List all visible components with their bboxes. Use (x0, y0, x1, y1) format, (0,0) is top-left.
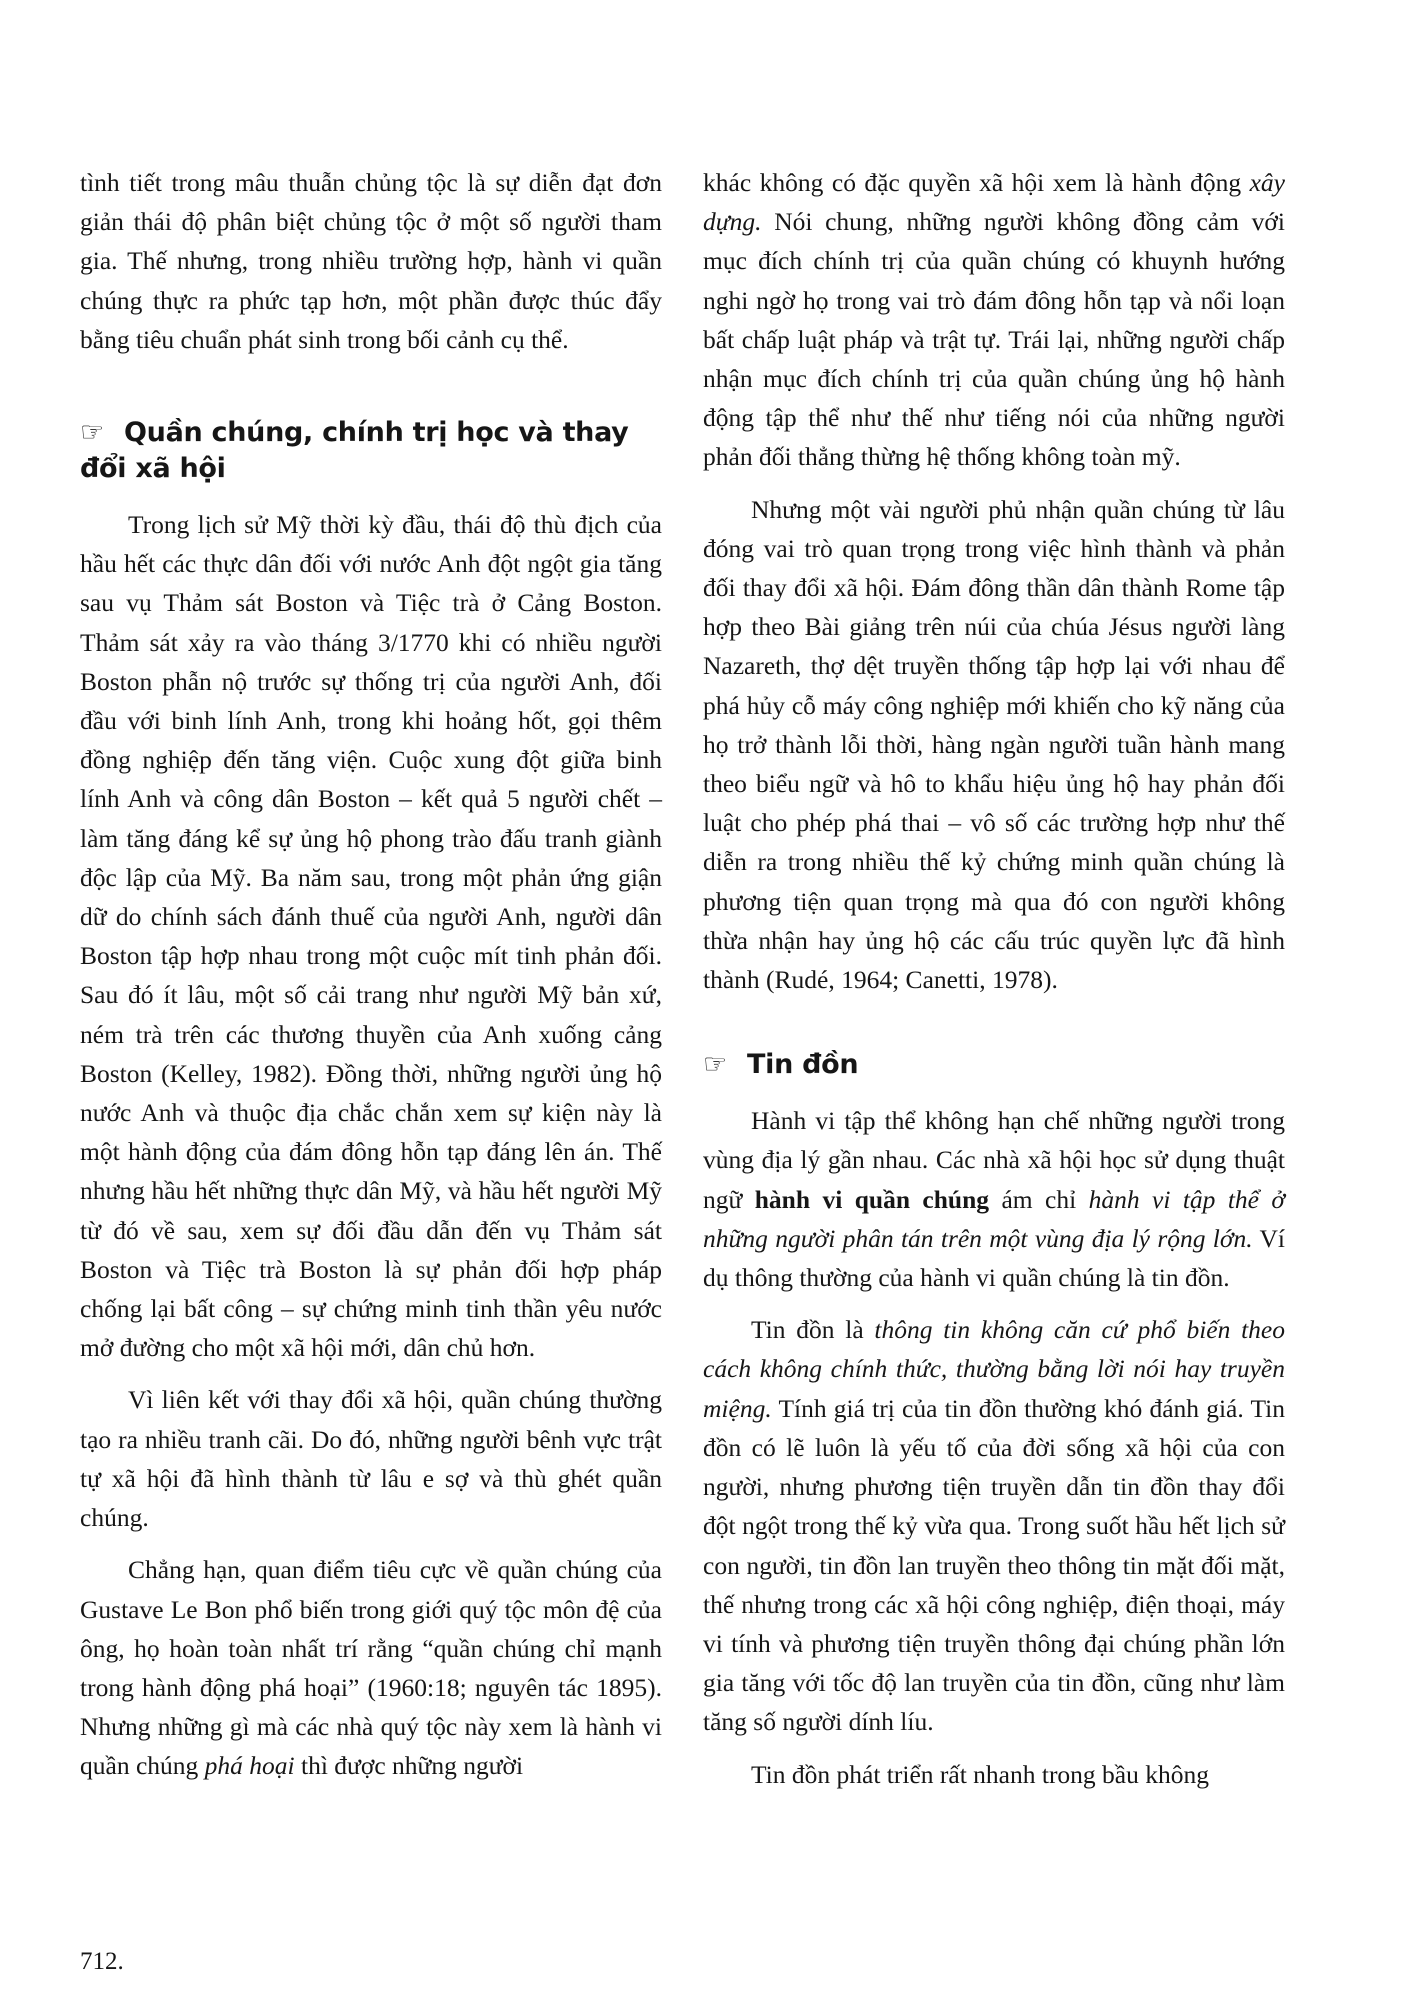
text-run: Tính giá trị của tin đồn thường khó đánh giá. Tin đồn có lẽ luôn là yếu tố của đời sống xã hội của con người, nhưng phương tiện truyền dẫn tin đồn thay đổi đột ngột trong thế kỷ vừa qua. Trong suốt hầu hết lịch sử con người, tin đồn lan truyền theo thông tin mặt đối mặt, thế nhưng trong các xã hội công nghiệp, điện thoại, máy vi tính và phương tiện truyền thông đại chúng phần lớn gia tăng với tốc độ lan truyền của tin đồn, cũng như làm tăng số người dính líu. (703, 1393, 1285, 1737)
paragraph (703, 1101, 1285, 1297)
text-run: Ví dụ thông thường của hành vi quần chúng là tin đồn. (703, 1223, 1285, 1293)
text-run: ám chỉ (989, 1184, 1089, 1214)
text-run: thì được những người (294, 1751, 524, 1781)
paragraph (703, 163, 1285, 477)
section-heading-crowds-politics (80, 415, 662, 487)
text-run: Nói chung, những người không đồng cảm với mục đích chính trị của quần chúng có khuynh hướng nghi ngờ họ trong vai trò đám đông hỗn tạp và nổi loạn bất chấp luật pháp và trật tự. Trái lại, những người chấp nhận mục đích chính trị của quần chúng ủng hộ hành động tập thể như thế như tiếng nói của những người phản đối thẳng thừng hệ thống không toàn mỹ. (703, 207, 1285, 472)
italic-definition: thông tin không căn cứ phổ biến theo cách không chính thức, thường bằng lời nói hay truyền miệng. (703, 1315, 1285, 1423)
paragraph (80, 1550, 662, 1785)
italic-definition: hành vi tập thể ở những người phân tán trên một vùng địa lý rộng lớn. (703, 1184, 1286, 1253)
section-heading-rumor (703, 1047, 1285, 1083)
section-heading-text: Tin đồn (747, 1049, 859, 1081)
paragraph: Tin đồn phát triển rất nhanh trong bầu không (751, 1759, 1210, 1789)
left-column (80, 163, 662, 1799)
paragraph: Nhưng một vài người phủ nhận quần chúng từ lâu đóng vai trò quan trọng trong việc hình thành và phản đối thay đổi xã hội. Đám đông thần dân thành Rome tập hợp theo Bài giảng trên núi của chúa Jésus người làng Nazareth, thợ dệt truyền thống tập hợp lại với nhau để phá hủy cỗ máy công nghiệp mới khiến cho kỹ năng của họ trở thành lỗi thời, hàng ngàn người tuần hành mang theo biểu ngữ và hô to khẩu hiệu ủng hộ hay phản đối luật cho phép phá thai – vô số các trường hợp như thế diễn ra trong nhiều thế kỷ chứng minh quần chúng là phương tiện quan trọng mà qua đó con người không thừa nhận hay ủng hộ các cấu trúc quyền lực đã hình thành (Rudé, 1964; Canetti, 1978). (703, 494, 1285, 995)
paragraph (703, 1310, 1285, 1741)
paragraph: Vì liên kết với thay đổi xã hội, quần chúng thường tạo ra nhiều tranh cãi. Do đó, những người bênh vực trật tự xã hội đã hình thành từ lâu e sợ và thù ghét quần chúng. (80, 1385, 662, 1533)
text-run: Chẳng hạn, quan điểm tiêu cực về quần chúng của Gustave Le Bon phổ biến trong giới quý tộc môn đệ của ông, họ hoàn toàn nhất trí rằng “quần chúng chỉ mạnh trong hành động phá hoại” (1960:18; nguyên tác 1895). Nhưng những gì mà các nhà quý tộc này xem là hành vi quần chúng (80, 1555, 662, 1781)
text-run: Hành vi tập thể không hạn chế những người trong vùng địa lý gần nhau. Các nhà xã hội học sử dụng thuật ngữ (703, 1106, 1285, 1214)
section-heading-text: Quần chúng, chính trị học và thay đổi xã hội (80, 417, 629, 485)
hand-pointer-icon: ☞ (703, 1049, 727, 1081)
paragraph: Trong lịch sử Mỹ thời kỳ đầu, thái độ thù địch của hầu hết các thực dân đối với nước Anh đột ngột gia tăng sau vụ Thảm sát Boston và Tiệc trà ở Cảng Boston. Thảm sát xảy ra vào tháng 3/1770 khi có nhiều người Boston phẫn nộ trước sự thống trị của người Anh, đối đầu với binh lính Anh, trong khi hoảng hốt, gọi thêm đồng nghiệp đến tăng viện. Cuộc xung đột giữa binh lính Anh và công dân Boston – kết quả 5 người chết – làm tăng đáng kể sự ủng hộ phong trào đấu tranh giành độc lập của Mỹ. Ba năm sau, trong một phản ứng giận dữ do chính sách đánh thuế của người Anh, người dân Boston tập hợp nhau trong một cuộc mít tinh phản đối. Sau đó ít lâu, một số cải trang như người Mỹ bản xứ, ném trà trên các thương thuyền của Anh xuống cảng Boston (Kelley, 1982). Đồng thời, những người ủng hộ nước Anh và thuộc địa chắc chắn xem sự kiện này là một hành động của đám đông hỗn tạp đáng lên án. Thế nhưng hầu hết những thực dân Mỹ, và hầu hết người Mỹ từ đó về sau, xem sự đối đầu dẫn đến vụ Thảm sát Boston và Tiệc trà Boston là sự phản đối hợp pháp chống lại bất công – sự chứng minh tinh thần yêu nước mở đường cho một xã hội mới, dân chủ hơn. (80, 510, 662, 1363)
page-number: 712. (80, 1948, 124, 1975)
bold-term: hành vi quần chúng (754, 1184, 990, 1214)
paragraph: tình tiết trong mâu thuẫn chủng tộc là sự diễn đạt đơn giản thái độ phân biệt chủng tộc ở một số người tham gia. Thế nhưng, trong nhiều trường hợp, hành vi quần chúng thực ra phức tạp hơn, một phần được thúc đẩy bằng tiêu chuẩn phát sinh trong bối cảnh cụ thể. (80, 168, 662, 354)
italic-text: xây dựng. (703, 168, 1285, 237)
text-run: Tin đồn là (751, 1315, 875, 1345)
hand-pointer-icon: ☞ (80, 417, 104, 449)
text-run: khác không có đặc quyền xã hội xem là hành động (703, 168, 1250, 197)
italic-text: phá hoại (204, 1751, 295, 1781)
right-column (703, 163, 1285, 1807)
